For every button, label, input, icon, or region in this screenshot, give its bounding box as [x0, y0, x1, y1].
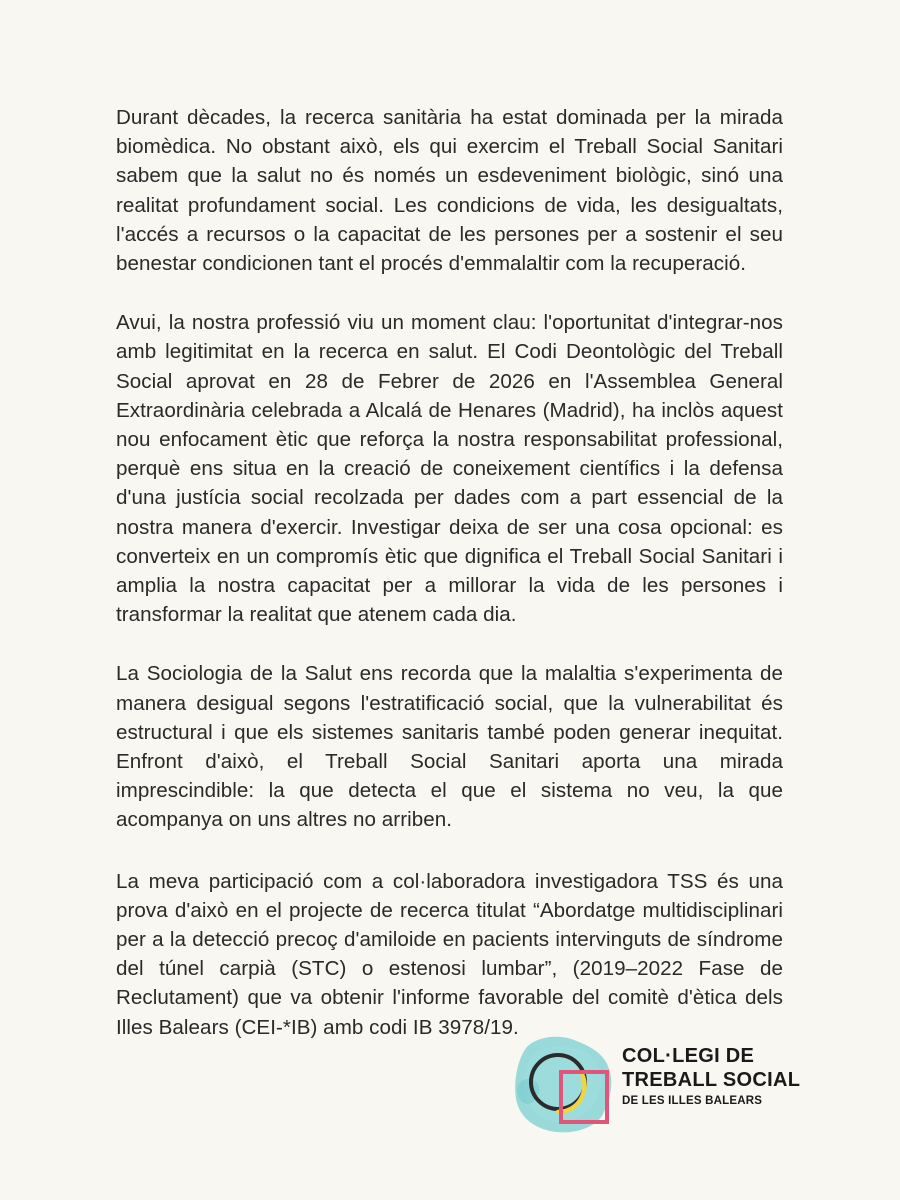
- paragraph-4: La meva participació com a col·laboradora investigadora TSS és una prova d'això en el projecte de recerca titulat “Abordatge multidisciplinari per a la detecció precoç d'amiloide en pacients intervinguts de síndrome del túnel carpià (STC) o estenosi lumbar”, (2019–2022 Fase de Reclutament) que va obtenir l'informe favorable del comitè d'ètica dels Illes Balears (CEI-*IB) amb codi IB 3978/19.: [116, 869, 783, 1039]
- logo-title-line1: COL·LEGI DE: [622, 1045, 755, 1067]
- logo-subtitle: DE LES ILLES BALEARS: [622, 1095, 763, 1107]
- paragraph-2: Avui, la nostra professió viu un moment clau: l'oportunitat d'integrar-nos amb legitimitat en la recerca en salut. El Codi Deontològic del Treball Social aprovat en 28 de Febrer de 2026 en l'Assemblea General Extraordinària celebrada a Alcalá de Henares (Madrid), ha inclòs aquest nou enfocament ètic que reforça la nostra responsabilitat professional, perquè ens situa en la creació de coneixement científics i la defensa d'una justícia social recolzada per dades com a part essencial de la nostra manera d'exercir. Investigar deixa de ser una cosa opcional: es converteix en un compromís ètic que dignifica el Treball Social Sanitari i amplia la nostra capacitat per a millorar la vida de les persones i transformar la realitat que atenem cada dia.: [116, 311, 783, 627]
- logo-wordmark: [622, 1044, 832, 1109]
- logo-title-line2: TREBALL SOCIAL: [622, 1069, 801, 1091]
- paragraph-3: La Sociologia de la Salut ens recorda que la malaltia s'experimenta de manera desigual segons l'estratificació social, que la vulnerabilitat és estructural i que els sistemes sanitaris també poden generar inequitat. Enfront d'això, el Treball Social Sanitari aporta una mirada imprescindible: la que detecta el que el sistema no veu, la que acompanya on uns altres no arriben.: [116, 662, 783, 832]
- paragraph-1: Durant dècades, la recerca sanitària ha estat dominada per la mirada biomèdica. No obstant això, els qui exercim el Treball Social Sanitari sabem que la salut no és només un esdeveniment biològic, sinó una realitat profundament social. Les condicions de vida, les desigualtats, l'accés a recursos o la capacitat de les persones per a sostenir el seu benestar condicionen tant el procés d'emmalaltir com la recuperació.: [116, 106, 783, 276]
- logo-mark-icon: [512, 1034, 616, 1134]
- document-body: [116, 103, 783, 1042]
- college-logo: [512, 1034, 832, 1144]
